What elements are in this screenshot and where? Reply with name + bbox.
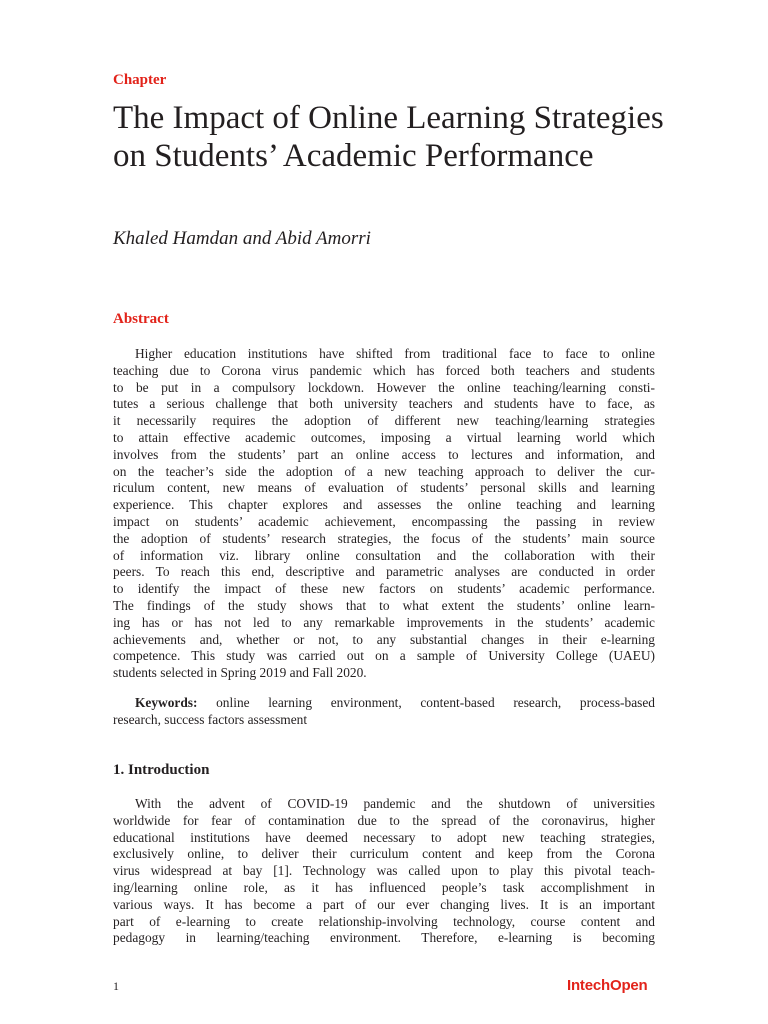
chapter-title: The Impact of Online Learning Strategies on Students’ Academic Performance: [113, 100, 664, 174]
keywords-text-1: online learning environment, content-based research, process-based: [216, 695, 655, 710]
chapter-label: Chapter: [113, 72, 167, 88]
abstract-line: Higher education institutions have shifted from traditional face to face to online: [135, 346, 655, 361]
introduction-line: exclusively online, to deliver their curriculum content and keep from the Corona: [113, 846, 655, 862]
page-number: 1: [113, 979, 119, 993]
keywords-label: Keywords:: [135, 695, 198, 710]
abstract-line: impact on students’ academic achievement, encompassing the passing in review: [113, 513, 655, 529]
abstract-line: to attain effective academic outcomes, imposing a virtual learning world which: [113, 429, 655, 445]
abstract-line: The findings of the study shows that to what extent the students’ online learn-: [113, 597, 655, 613]
introduction-line: With the advent of COVID-19 pandemic and the shutdown of universities: [135, 796, 655, 811]
introduction-line: educational institutions have deemed necessary to adopt new teaching strategies,: [113, 829, 655, 845]
intechopen-logo: IntechOpen: [567, 977, 648, 994]
abstract-line: experience. This chapter explores and assesses the online teaching and learning: [113, 497, 655, 513]
abstract-line: on the teacher’s side the adoption of a new teaching approach to deliver the cur-: [113, 463, 655, 479]
keywords-line-1: [113, 695, 655, 712]
keywords: [113, 695, 655, 729]
abstract-body: [113, 346, 655, 682]
introduction-line: virus widespread at bay [1]. Technology was called upon to play this pivotal teach-: [113, 863, 655, 879]
abstract-heading: Abstract: [113, 311, 169, 327]
abstract-line: involves from the students’ part an online access to lectures and information, and: [113, 446, 655, 462]
introduction-line: pedagogy in learning/teaching environment. Therefore, e-learning is becoming: [113, 930, 655, 946]
abstract-line: the adoption of students’ research strategies, the focus of the students’ main source: [113, 530, 655, 546]
introduction-line: part of e-learning to create relationship-involving technology, course content and: [113, 913, 655, 929]
abstract-line: tutes a serious challenge that both university teachers and students have to face, as: [113, 396, 655, 412]
abstract-line: ing has or has not led to any remarkable improvements in the students’ academic: [113, 614, 655, 630]
abstract-line: it necessarily requires the adoption of different new teaching/learning strategies: [113, 413, 655, 429]
introduction-line: various ways. It has become a part of our ever changing lives. It is an important: [113, 896, 655, 912]
abstract-line: students selected in Spring 2019 and Fall 2020.: [113, 665, 367, 681]
abstract-line: to be put in a compulsory lockdown. However the online teaching/learning consti-: [113, 379, 655, 395]
abstract-line: riculum content, new means of evaluation of students’ personal skills and learning: [113, 480, 655, 496]
abstract-line: of information viz. library online consultation and the collaboration with their: [113, 547, 655, 563]
abstract-line: peers. To reach this end, descriptive and parametric analyses are conducted in order: [113, 564, 655, 580]
introduction-heading: 1. Introduction: [113, 762, 210, 778]
keywords-line-2: research, success factors assessment: [113, 711, 308, 727]
introduction-line: ing/learning online role, as it has influenced people’s task accomplishment in: [113, 879, 655, 895]
abstract-line: to identify the impact of these new factors on students’ academic performance.: [113, 581, 655, 597]
abstract-line: competence. This study was carried out on a sample of University College (UAEU): [113, 648, 655, 664]
abstract-line: teaching due to Corona virus pandemic which has forced both teachers and students: [113, 362, 655, 378]
abstract-line: achievements and, whether or not, to any substantial changes in their e-learning: [113, 631, 655, 647]
introduction-body: [113, 796, 655, 947]
introduction-line: worldwide for fear of contamination due to the spread of the coronavirus, higher: [113, 812, 655, 828]
authors: Khaled Hamdan and Abid Amorri: [113, 228, 371, 249]
